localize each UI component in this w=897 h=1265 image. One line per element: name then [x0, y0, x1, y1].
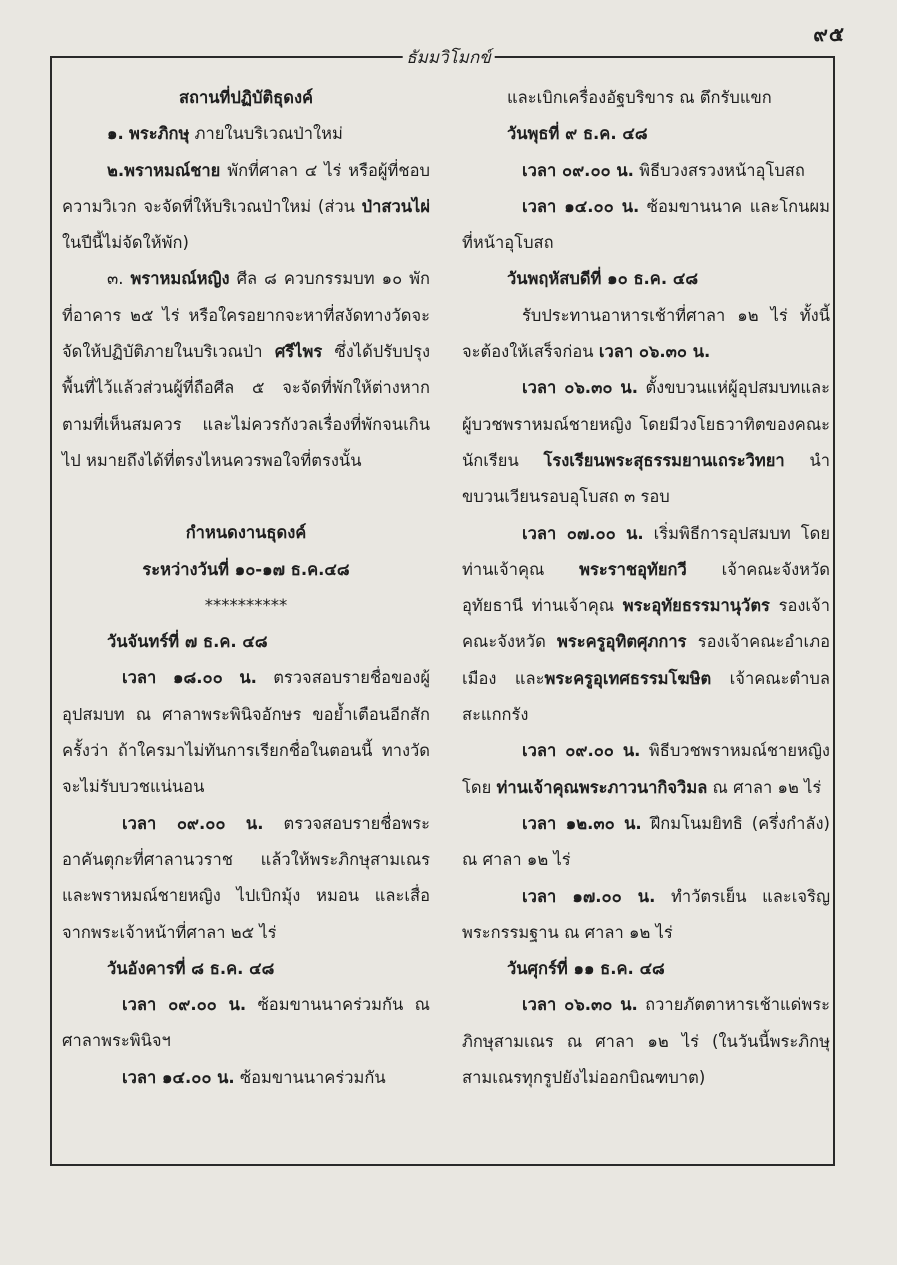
schedule-item: เวลา ๑๔.๐๐ น. ซ้อมขานนาคร่วมกัน	[122, 1067, 386, 1087]
paragraph: ๒.พราหมณ์ชาย พักที่ศาลา ๔ ไร่ หรือผู้ที่ชอบความวิเวก จะจัดที่ให้บริเวณป่าใหม่ (ส่วน ป่าสวนไผ่ ในปีนี้ไม่จัดให้พัก)	[62, 160, 430, 253]
paragraph: และเบิกเครื่องอัฐบริขาร ณ ตึกรับแขก	[507, 88, 772, 107]
schedule-item: เวลา ๐๖.๓๐ น. ถวายภัตตาหารเช้าแด่พระภิกษุสามเณร ณ ศาลา ๑๒ ไร่ (ในวันนี้พระภิกษุสามเณรทุกรูปยังไม่ออกบิณฑบาต)	[462, 995, 830, 1088]
schedule-subtitle: ระหว่างวันที่ ๑๐-๑๗ ธ.ค.๔๘	[142, 559, 350, 579]
schedule-item: เวลา ๐๙.๐๐ น. พิธีบวชพราหมณ์ชายหญิงโดย ท่านเจ้าคุณพระภาวนากิจวิมล ณ ศาลา ๑๒ ไร่	[462, 741, 830, 797]
day-heading: วันจันทร์ที่ ๗ ธ.ค. ๔๘	[107, 632, 268, 652]
schedule-item: รับประทานอาหารเช้าที่ศาลา ๑๒ ไร่ ทั้งนี้ จะต้องให้เสร็จก่อน เวลา ๐๖.๓๐ น.	[462, 305, 830, 362]
right-column	[462, 80, 830, 1096]
schedule-item: เวลา ๐๙.๐๐ น. พิธีบวงสรวงหน้าอุโบสถ	[522, 160, 805, 180]
schedule-item: เวลา ๑๒.๓๐ น. ฝึกมโนมยิทธิ (ครึ่งกำลัง) ณ ศาลา ๑๒ ไร่	[462, 813, 830, 870]
schedule-item: เวลา ๐๙.๐๐ น. ตรวจสอบรายชื่อพระอาคันตุกะที่ศาลานวราช แล้วให้พระภิกษุสามเณร และพราหมณ์ชายหญิง ไปเบิกมุ้ง หมอน และเสื่อ จากพระเจ้าหน้าที่ศาลา ๒๕ ไร่	[62, 813, 430, 942]
page-number: ๙๕	[813, 22, 845, 46]
schedule-item: เวลา ๐๖.๓๐ น. ตั้งขบวนแห่ผู้อุปสมบทและผู้บวชพราหมณ์ชายหญิง โดยมีวงโยธวาทิตของคณะนักเรียน โรงเรียนพระสุธรรมยานเถระวิทยา นำขบวนเวียนรอบอุโบสถ ๓ รอบ	[462, 378, 831, 507]
schedule-title: กำหนดงานธุดงค์	[185, 523, 307, 543]
schedule-item: เวลา ๑๘.๐๐ น. ตรวจสอบรายชื่อของผู้อุปสมบท ณ ศาลาพระพินิจอักษร ขอย้ำเตือนอีกสักครั้งว่า ถ้าใครมาไม่ทันการเรียกชื่อในตอนนี้ ทางวัดจะไม่รับบวชแน่นอน	[62, 668, 430, 797]
schedule-item: เวลา ๑๗.๐๐ น. ทำวัตรเย็น และเจริญพระกรรมฐาน ณ ศาลา ๑๒ ไร่	[462, 886, 830, 942]
running-title: ธัมมวิโมกข์	[402, 44, 495, 71]
section-title: สถานที่ปฏิบัติธุดงค์	[178, 88, 314, 107]
day-heading: วันศุกร์ที่ ๑๑ ธ.ค. ๔๘	[507, 959, 665, 979]
day-heading: วันพุธที่ ๙ ธ.ค. ๔๘	[507, 124, 648, 144]
schedule-item: เวลา ๑๔.๐๐ น. ซ้อมขานนาค และโกนผมที่หน้าอุโบสถ	[462, 196, 830, 253]
separator-stars: **********	[204, 595, 288, 615]
paragraph: ๓. พราหมณ์หญิง ศีล ๘ ควบกรรมบท ๑๐ พักที่อาคาร ๒๕ ไร่ หรือใครอยากจะหาที่สงัดทางวัดจะจัดให้ปฏิบัติภายในบริเวณป่า ศรีไพร ซึ่งได้ปรับปรุงพื้นที่ไว้แล้วส่วนผู้ที่ถือศีล ๕ จะจัดที่พักให้ต่างหากตามที่เห็นสมควร และไม่ควรกังวลเรื่องที่พักจนเกินไป หมายถึงได้ที่ตรงไหนควรพอใจที่ตรงนั้น	[62, 269, 431, 470]
left-column	[62, 80, 430, 1096]
schedule-item: เวลา ๐๙.๐๐ น. ซ้อมขานนาคร่วมกัน ณ ศาลาพระพินิจฯ	[62, 995, 430, 1051]
day-heading: วันพฤหัสบดีที่ ๑๐ ธ.ค. ๔๘	[507, 269, 699, 289]
schedule-item: เวลา ๐๗.๐๐ น. เริ่มพิธีการอุปสมบท โดยท่านเจ้าคุณ พระราชอุทัยกวี เจ้าคณะจังหวัดอุทัยธานี ท่านเจ้าคุณ พระอุทัยธรรมานุวัตร รองเจ้าคณะจังหวัด พระครูอุทิตศุภการ รองเจ้าคณะอำเภอเมือง และพระครูอุเทศธรรมโฆษิต เจ้าคณะตำบลสะแกกรัง	[462, 523, 830, 725]
paragraph: ๑. พระภิกษุ ภายในบริเวณป่าใหม่	[107, 124, 343, 144]
day-heading: วันอังคารที่ ๘ ธ.ค. ๔๘	[107, 958, 275, 978]
